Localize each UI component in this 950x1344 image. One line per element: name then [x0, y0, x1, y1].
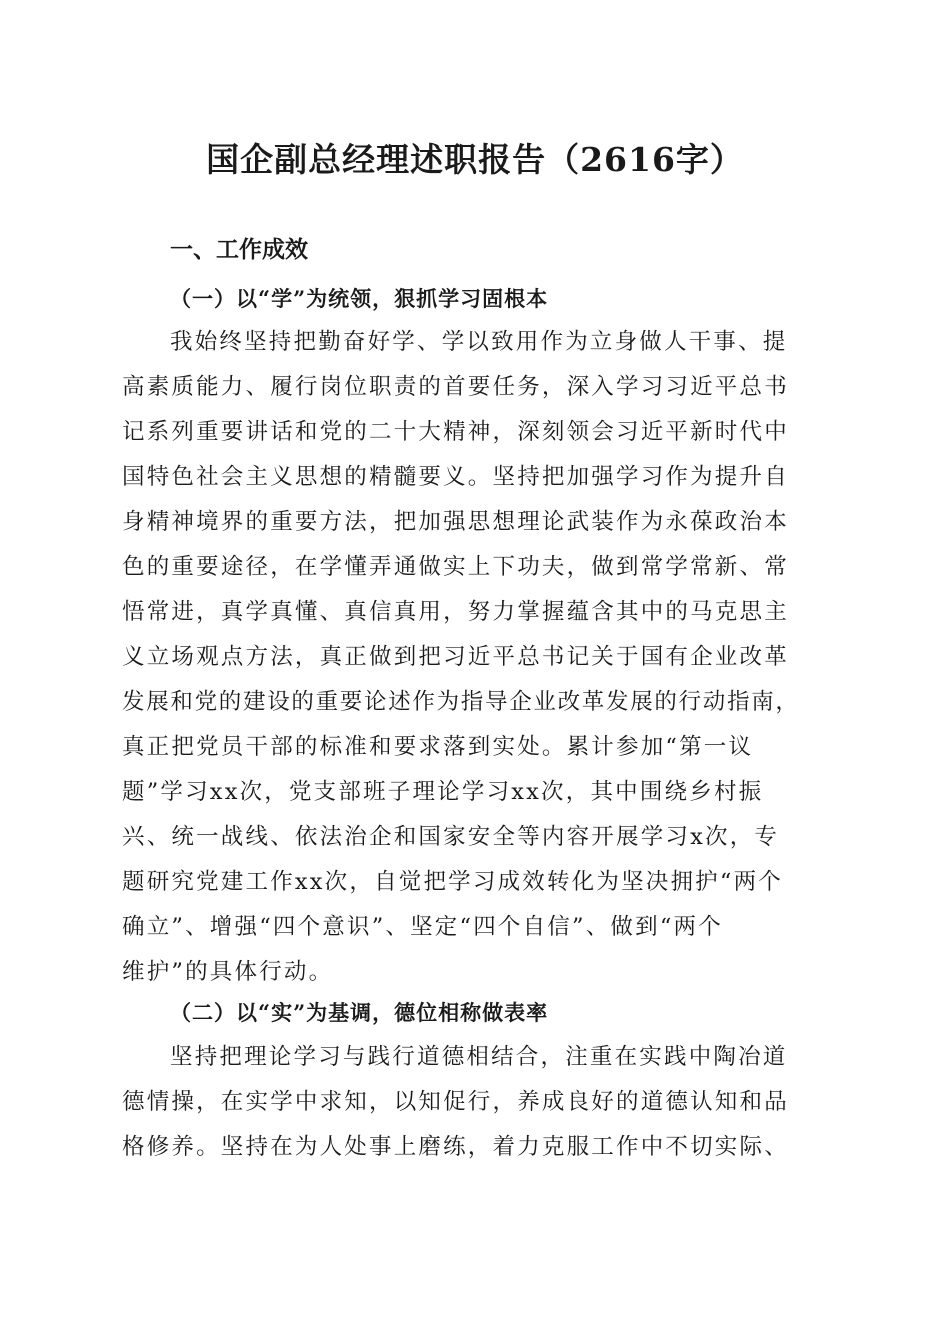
paragraph-line: 义立场观点方法，真正做到把习近平总书记关于国有企业改革	[122, 644, 789, 670]
paragraph-line: 题”学习xx次，党支部班子理论学习xx次，其中围绕乡村振	[122, 779, 764, 805]
paragraph-line: 坚持把理论学习与践行道德相结合，注重在实践中陶冶道	[170, 1044, 788, 1070]
paragraph-line: 记系列重要讲话和党的二十大精神，深刻领会习近平新时代中	[122, 419, 789, 445]
paragraph-line: 兴、统一战线、依法治企和国家安全等内容开展学习x次，专	[122, 824, 780, 850]
paragraph-line: 高素质能力、履行岗位职责的首要任务，深入学习习近平总书	[122, 374, 789, 400]
paragraph-line: 维护”的具体行动。	[122, 959, 334, 985]
paragraph-line: 确立”、增强“四个意识”、坚定“四个自信”、做到“两个	[122, 914, 723, 940]
subsection-heading-study: （一）以“学”为统领，狠抓学习固根本	[170, 286, 549, 311]
paragraph-line: 悟常进，真学真懂、真信真用，努力掌握蕴含其中的马克思主	[122, 599, 789, 625]
paragraph-line: 色的重要途径，在学懂弄通做实上下功夫，做到常学常新、常	[122, 554, 789, 580]
paragraph-line: 德情操，在实学中求知，以知促行，养成良好的道德认知和品	[122, 1089, 789, 1115]
subsection-heading-practice: （二）以“实”为基调，德位相称做表率	[170, 1000, 549, 1025]
paragraph-line: 题研究党建工作xx次，自觉把学习成效转化为坚决拥护“两个	[122, 869, 783, 895]
paragraph-line: 真正把党员干部的标准和要求落到实处。累计参加“第一议	[122, 734, 754, 760]
section-heading-work-results: 一、工作成效	[170, 237, 308, 263]
document-title: 国企副总经理述职报告（2616字）	[206, 140, 744, 179]
paragraph-line: 我始终坚持把勤奋好学、学以致用作为立身做人干事、提	[170, 329, 788, 355]
paragraph-line: 国特色社会主义思想的精髓要义。坚持把加强学习作为提升自	[122, 464, 789, 490]
paragraph-line: 发展和党的建设的重要论述作为指导企业改革发展的行动指南，	[122, 689, 800, 715]
paragraph-line: 身精神境界的重要方法，把加强思想理论武装作为永葆政治本	[122, 509, 789, 535]
paragraph-line: 格修养。坚持在为人处事上磨练，着力克服工作中不切实际、	[122, 1134, 789, 1160]
